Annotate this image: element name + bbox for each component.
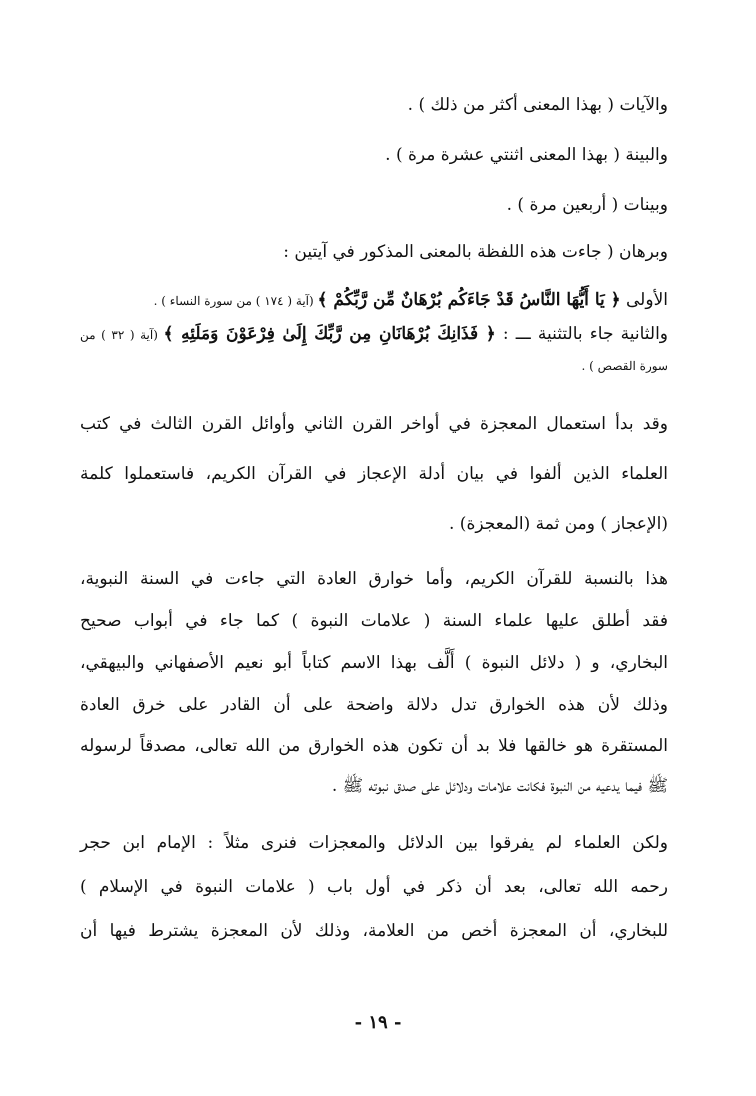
line-text: فقد أطلق عليها علماء السنة ( علامات النبوة ) كما جاء في أبواب صحيح	[80, 611, 668, 631]
text-line	[80, 512, 668, 536]
line-text: (الإعجاز ) ومن ثمة (المعجزة) .	[449, 514, 668, 534]
text-line	[80, 240, 668, 264]
text-line	[80, 412, 668, 436]
line-text: رحمه الله تعالى، بعد أن ذكر في أول باب ( علامات النبوة في الإسلام )	[80, 877, 668, 897]
text-line	[80, 693, 668, 717]
verse-reference: (آية ( ١٧٤ ) من سورة النساء ) .	[153, 294, 318, 308]
line-text: للبخاري، أن المعجزة أخص من العلامة، وذلك لأن المعجزة يشترط فيها أن	[80, 921, 668, 941]
text-line	[80, 567, 668, 591]
text-line	[80, 609, 668, 633]
text-line	[80, 651, 668, 675]
line-text: سورة القصص ) .	[581, 359, 668, 373]
line-text: والآيات ( بهذا المعنى أكثر من ذلك ) .	[407, 95, 668, 115]
text-line	[80, 354, 668, 378]
line-text: البخاري، و ( دلائل النبوة ) أَلَّف بهذا الاسم كتاباً أبو نعيم الأصفهاني والبيهقي،	[80, 653, 668, 673]
line-text: وذلك لأن هذه الخوارق تدل دلالة واضحة على أن القادر على خرق العادة	[80, 695, 668, 715]
text-line	[80, 143, 668, 167]
text-line	[80, 288, 668, 313]
text-line	[80, 734, 668, 758]
text-line	[80, 774, 668, 798]
text-line	[80, 322, 668, 347]
line-text: العلماء الذين ألفوا في بيان أدلة الإعجاز في القرآن الكريم، فاستعملوا كلمة	[80, 464, 668, 484]
text-line	[80, 462, 668, 486]
text-line	[80, 919, 668, 943]
line-text: المستقرة هو خالقها فلا بد أن تكون هذه الخوارق من الله تعالى، مصدقاً لرسوله	[80, 736, 668, 756]
line-text: الأولى	[620, 290, 668, 310]
line-text: ولكن العلماء لم يفرقوا بين الدلائل والمعجزات فنرى مثلاً : الإمام ابن حجر	[80, 833, 668, 853]
line-text: ﷺ فيما يدعيه من النبوة فكانت علامات ودلائل على صدق نبوته ﷺ .	[331, 776, 668, 796]
page-number: - ١٩ -	[354, 1012, 402, 1033]
quran-verse: ﴿ فَذَانِكَ بُرْهَانَانِ مِن رَّبِّكَ إِلَىٰ فِرْعَوْنَ وَمَلَئِهِ ﴾	[163, 324, 496, 344]
line-text: وبرهان ( جاءت هذه اللفظة بالمعنى المذكور في آيتين :	[283, 242, 668, 262]
line-text: وقد بدأ استعمال المعجزة في أواخر القرن الثاني وأوائل القرن الثالث في كتب	[80, 414, 668, 434]
text-line	[80, 875, 668, 899]
text-line	[80, 93, 668, 117]
line-text: هذا بالنسبة للقرآن الكريم، وأما خوارق العادة التي جاءت في السنة النبوية،	[80, 569, 668, 589]
text-line	[80, 193, 668, 217]
line-text: والثانية جاء بالتثنية ـــ :	[495, 324, 669, 344]
line-text: والبينة ( بهذا المعنى اثنتي عشرة مرة ) .	[385, 145, 668, 165]
line-text: وبينات ( أربعين مرة ) .	[506, 195, 668, 215]
text-line	[80, 831, 668, 855]
verse-reference: (آية ( ٣٢ ) من	[80, 328, 164, 342]
quran-verse: ﴿ يَا أَيُّهَا النَّاسُ قَدْ جَاءَكُم بُرْهَانٌ مِّن رَّبِّكُمْ ﴾	[317, 290, 621, 310]
